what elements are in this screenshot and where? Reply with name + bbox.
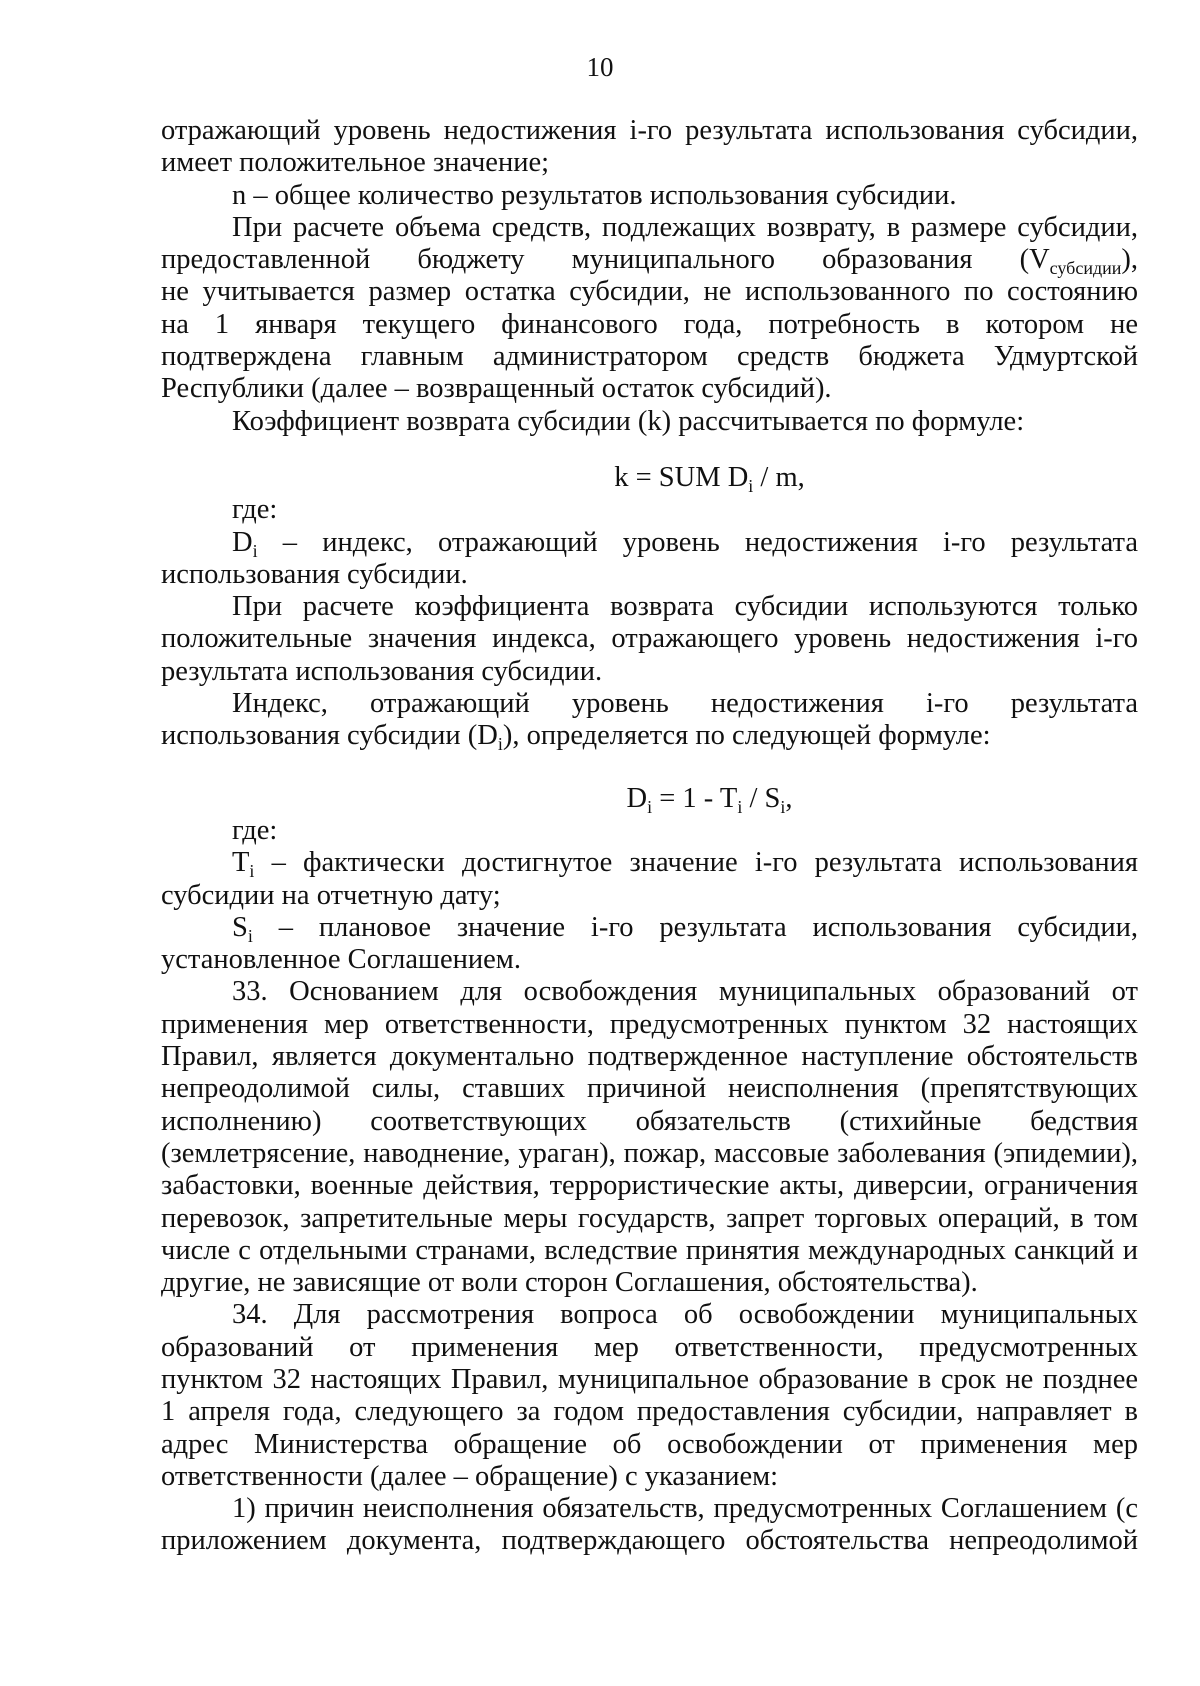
formula: k = SUM $D_i$ / m, xyxy=(614,461,805,496)
text-line: $S_i$ – плановое значение i-го результата использования субсидии, xyxy=(232,911,1138,946)
text-line: непреодолимой силы, ставших причиной неисполнения (препятствующих xyxy=(161,1073,1138,1105)
text-line: использования субсидии $(D_i)$, определяется по следующей формуле: xyxy=(161,720,991,755)
text-line: При расчете коэффициента возврата субсидии используются только xyxy=(232,591,1138,623)
text-line: пунктом 32 настоящих Правил, муниципальное образование в срок не позднее xyxy=(161,1363,1138,1395)
text-line: Республики (далее – возвращенный остаток субсидий). xyxy=(161,373,832,405)
text-line: забастовки, военные действия, террористические акты, диверсии, ограничения xyxy=(161,1170,1138,1202)
text-line: $T_i$ – фактически достигнутое значение i-го результата использования xyxy=(232,847,1138,882)
text-line: перевозок, запретительные меры государств, запрет торговых операций, в том xyxy=(161,1202,1138,1234)
where-label: где: xyxy=(232,814,278,846)
text-line: отражающий уровень недостижения i-го результата использования субсидии, xyxy=(161,115,1138,146)
text-line: Индекс, отражающий уровень недостижения i-го результата xyxy=(232,688,1138,720)
text-line: другие, не зависящие от воли сторон Соглашения, обстоятельства). xyxy=(161,1267,978,1299)
text-line: 1) причин неисполнения обязательств, предусмотренных Соглашением (с xyxy=(232,1493,1138,1525)
text-line: предоставленной бюджету муниципального образования $(V_{субсидии})$, xyxy=(161,244,1138,279)
text-line: $D_i$ – индекс, отражающий уровень недостижения i-го результата xyxy=(232,526,1138,561)
where-label: где: xyxy=(232,494,278,526)
text-line: имеет положительное значение; xyxy=(161,147,550,179)
text-line: образований от применения мер ответственности, предусмотренных xyxy=(161,1331,1138,1363)
text-line: числе с отдельными странами, вследствие принятия международных санкций и xyxy=(161,1234,1138,1266)
text-line: не учитывается размер остатка субсидии, не использованного по состоянию xyxy=(161,276,1138,308)
text-line: (землетрясение, наводнение, ураган), пожар, массовые заболевания (эпидемии), xyxy=(161,1137,1138,1169)
text-line: применения мер ответственности, предусмотренных пунктом 32 настоящих xyxy=(161,1008,1138,1040)
text-line: Коэффициент возврата субсидии (k) рассчитывается по формуле: xyxy=(232,405,1025,437)
document-body xyxy=(161,115,1138,1558)
text-line: ответственности (далее – обращение) с указанием: xyxy=(161,1460,779,1492)
text-line: результата использования субсидии. xyxy=(161,655,603,687)
text-line: Правил, является документально подтвержденное наступление обстоятельств xyxy=(161,1041,1138,1073)
text-line: 34. Для рассмотрения вопроса об освобождении муниципальных xyxy=(232,1299,1138,1331)
text-line: установленное Соглашением. xyxy=(161,944,521,976)
text-line: исполнению) соответствующих обязательств (стихийные бедствия xyxy=(161,1105,1138,1137)
text-line: на 1 января текущего финансового года, потребность в котором не xyxy=(161,308,1138,340)
page-number: 10 xyxy=(586,52,614,82)
text-line: положительные значения индекса, отражающего уровень недостижения i-го xyxy=(161,623,1138,655)
text-line: 33. Основанием для освобождения муниципальных образований от xyxy=(232,976,1138,1008)
text-line: использования субсидии. xyxy=(161,558,468,590)
text-line: 1 апреля года, следующего за годом предоставления субсидии, направляет в xyxy=(161,1396,1138,1428)
text-line: субсидии на отчетную дату; xyxy=(161,879,501,911)
text-line: n – общее количество результатов использования субсидии. xyxy=(232,179,957,211)
text-line: При расчете объема средств, подлежащих возврату, в размере субсидии, xyxy=(232,211,1138,243)
text-line: адрес Министерства обращение об освобождении от применения мер xyxy=(161,1428,1138,1460)
text-line: подтверждена главным администратором средств бюджета Удмуртской xyxy=(161,341,1138,373)
formula: $D_i = 1 - T_i / S_i$, xyxy=(626,782,793,817)
text-line: приложением документа, подтверждающего обстоятельства непреодолимой xyxy=(161,1525,1138,1557)
